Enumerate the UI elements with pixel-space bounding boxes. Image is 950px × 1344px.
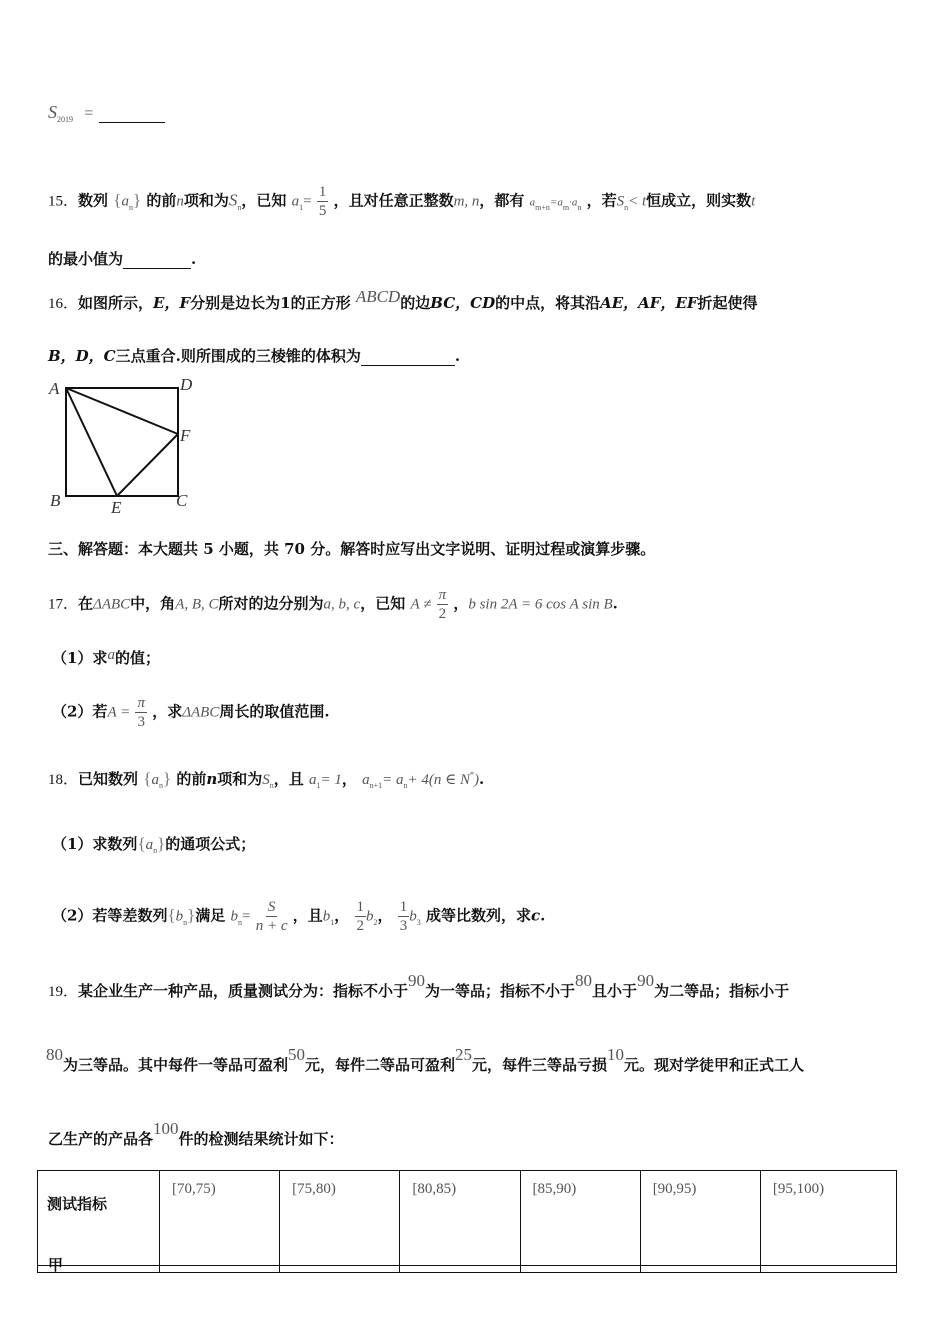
question-18-part-1: （1）求数列$\{a_n\}$的通项公式；: [52, 834, 256, 855]
question-15: 15．数列 $\{a_n\}$ 的前n项和为$S_n$，已知 $a_1=$ $\frac{1}{5}$ ，且对任意正整数m, n，都有 $a_{m+n}=a_m\cdot a_n$ ，若$S_n< t$恒成立，则实数t: [48, 184, 756, 219]
table-row-label-jia: 甲: [48, 1256, 64, 1274]
label-a: A: [49, 379, 60, 398]
question-19: 19．某企业生产一种产品，质量测试分为：指标不小于90为一等品；指标不小于80且小于90为二等品；指标小于: [48, 971, 790, 1000]
fraction-one-fifth: $\frac{1}{5}$: [318, 184, 327, 219]
question-18-part-2: （2）若等差数列$\{b_n\}$满足 $b_n=$ $\frac{S}{n + c}$ ，且$b_1$， $\frac{1}{2}$ $b_2$， $\frac{1}{3}$ $b_3$ 成等比数列，求c.: [52, 899, 546, 934]
table-col-4: [85,90): [520, 1171, 640, 1266]
answer-blank: [361, 349, 455, 366]
question-19-line3: 乙生产的产品各100件的检测结果统计如下：: [48, 1119, 344, 1148]
segment-ae: [66, 388, 117, 496]
inspection-table: [37, 1170, 897, 1273]
table-row: [38, 1266, 897, 1273]
fraction-pi-3: $\frac{\pi}{3}$: [137, 695, 145, 730]
fraction-sn-over-n-plus-c: $\frac{S}{n + c}$: [255, 899, 288, 934]
q14-tail: $S_{2019}$ =: [48, 102, 165, 123]
fraction-third: $\frac{1}{3}$: [399, 899, 408, 934]
segment-af: [66, 388, 178, 434]
question-18: 18．已知数列 $\{a_n\}$ 的前n项和为$S_n$，且 $a_1= 1$， $a_{n+1}= a_n+ 4(n$ ∈ N*).: [48, 769, 485, 790]
question-16: 16．如图所示，E，F分别是边长为1的正方形 ABCD的边BC，CD的中点，将其沿AE，AF，EF折起使得: [48, 287, 758, 312]
fraction-half: $\frac{1}{2}$: [356, 899, 365, 934]
label-c: C: [176, 491, 188, 510]
table-col-3: [80,85): [400, 1171, 520, 1266]
square-abcd: [66, 388, 178, 496]
table-col-6: [95,100): [760, 1171, 896, 1266]
table-col-2: [75,80): [280, 1171, 400, 1266]
label-e: E: [111, 498, 122, 517]
table-header-row: [38, 1171, 897, 1266]
label-d: D: [180, 375, 193, 394]
square-figure: [44, 372, 204, 517]
label-f: F: [180, 426, 191, 445]
question-16-line2: B，D，C三点重合.则所围成的三棱锥的体积为 .: [48, 347, 461, 365]
segment-ef: [117, 434, 178, 496]
question-17-part-1: （1）求a的值；: [52, 647, 160, 667]
question-15-line2: 的最小值为 .: [48, 250, 197, 268]
section-3-heading: 三、解答题：本大题共 5 小题，共 70 分。解答时应写出文字说明、证明过程或演算步骤。: [48, 540, 656, 558]
question-17: 17．在ΔABC中，角A, B, C所对的边分别为a, b, c，已知 A ≠ $\frac{\pi}{2}$ ，b sin 2A = 6 cos A sin B.: [48, 587, 618, 622]
answer-blank: [99, 102, 165, 123]
table-header-label: 测试指标: [38, 1171, 160, 1266]
question-19-line2: 80为三等品。其中每件一等品可盈利50元，每件二等品可盈利25元，每件三等品亏损10元。现对学徒甲和正式工人: [46, 1045, 805, 1074]
question-17-part-2: （2）若A = $\frac{\pi}{3}$ ，求ΔABC周长的取值范围.: [52, 695, 330, 730]
answer-blank: [123, 252, 191, 269]
table-col-5: [90,95): [640, 1171, 760, 1266]
fraction-pi-2: $\frac{\pi}{2}$: [438, 587, 447, 622]
label-b: B: [50, 491, 61, 510]
table-col-1: [70,75): [160, 1171, 280, 1266]
